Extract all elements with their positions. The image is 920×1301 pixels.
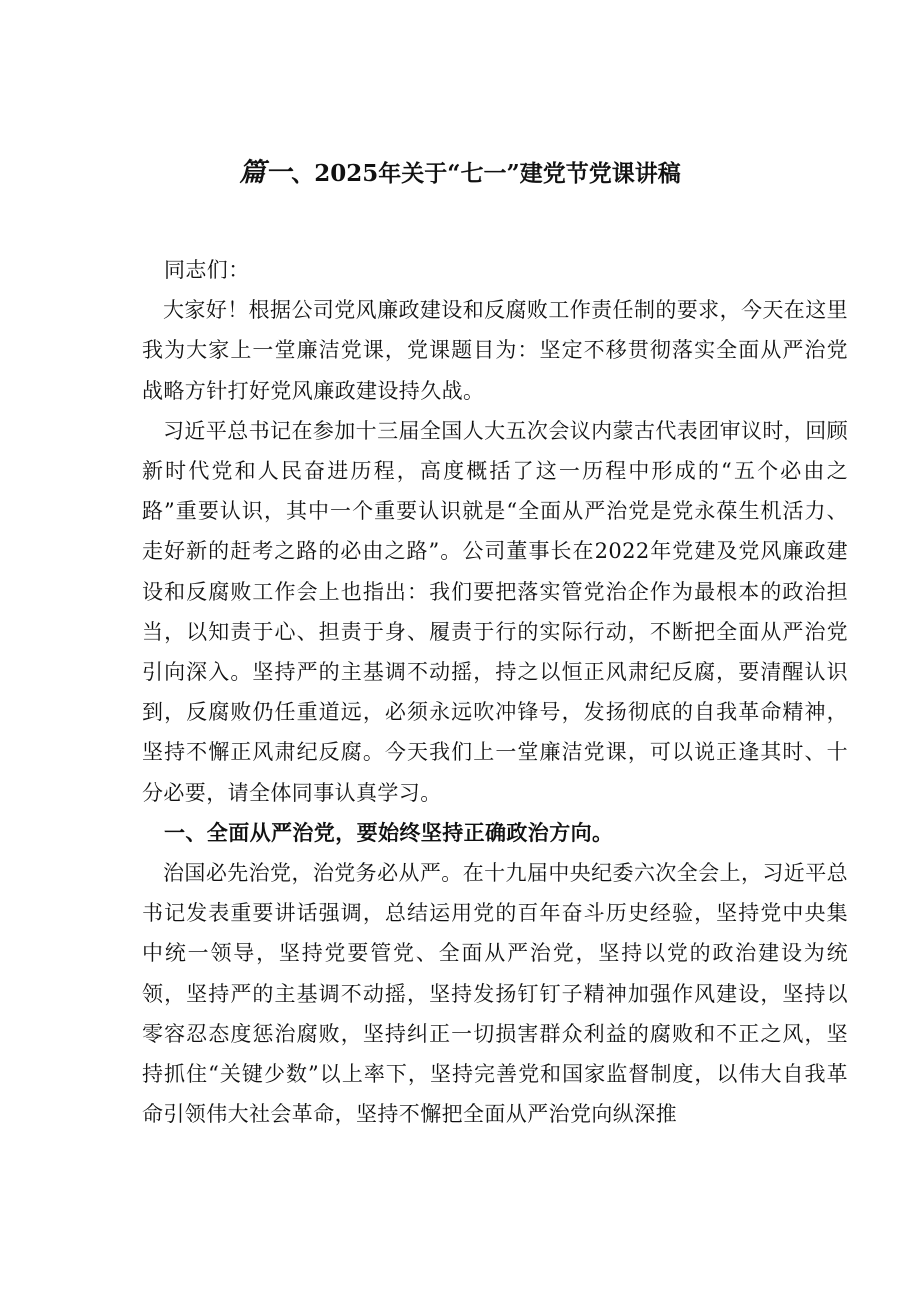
salutation: 同志们： [164, 258, 250, 282]
title-text: 2025年关于“七一”建党节党课讲稿 [314, 160, 681, 187]
title-separator: 、 [291, 160, 315, 187]
section-heading-1: 一、全面从严治党，要始终坚持正确政治方向。 [164, 820, 614, 845]
paragraph-xi-speech: 习近平总书记在参加十三届全国人大五次会议内蒙古代表团审议时，回顾新时代党和人民奋进历程，高度概括了这一历程中形成的“五个必由之路”重要认识，其中一个重要认识就是“全面从严治党是党永葆生机活力、走好新的赶考之路的必由之路”。公司董事长在2022年党建及党风廉政建设和反腐败工作会上也指出：我们要把落实管党治企作为最根本的政治担当，以知责于心、担责于身、履责于行的实际行动，不断把全面从严治党引向深入。坚持严的主基调不动摇，持之以恒正风肃纪反腐，要清醒认识到，反腐败仍任重道远，必须永远吹冲锋号，发扬彻底的自我革命精神，坚持不懈正风肃纪反腐。今天我们上一堂廉洁党课，可以说正逢其时、十分必要，请全体同事认真学习。 [142, 418, 848, 805]
title-series-label: 篇一 [239, 158, 292, 188]
paragraph-section-1: 治国必先治党，治党务必从严。在十九届中央纪委六次全会上，习近平总书记发表重要讲话强调，总结运用党的百年奋斗历史经验，坚持党中央集中统一领导，坚持党要管党、全面从严治党，坚持以党的政治建设为统领，坚持严的主基调不动摇，坚持发扬钉钉子精神加强作风建设，坚持以零容忍态度惩治腐败，坚持纠正一切损害群众利益的腐败和不正之风，坚持抓住“关键少数”以上率下，坚持完善党和国家监督制度，以伟大自我革命引领伟大社会革命，坚持不懈把全面从严治党向纵深推 [142, 861, 848, 1127]
paragraph-greeting: 大家好！根据公司党风廉政建设和反腐败工作责任制的要求，今天在这里我为大家上一堂廉洁党课，党课题目为：坚定不移贯彻落实全面从严治党战略方针打好党风廉政建设持久战。 [142, 298, 848, 403]
document-body [142, 250, 848, 1134]
document-title [0, 152, 920, 189]
